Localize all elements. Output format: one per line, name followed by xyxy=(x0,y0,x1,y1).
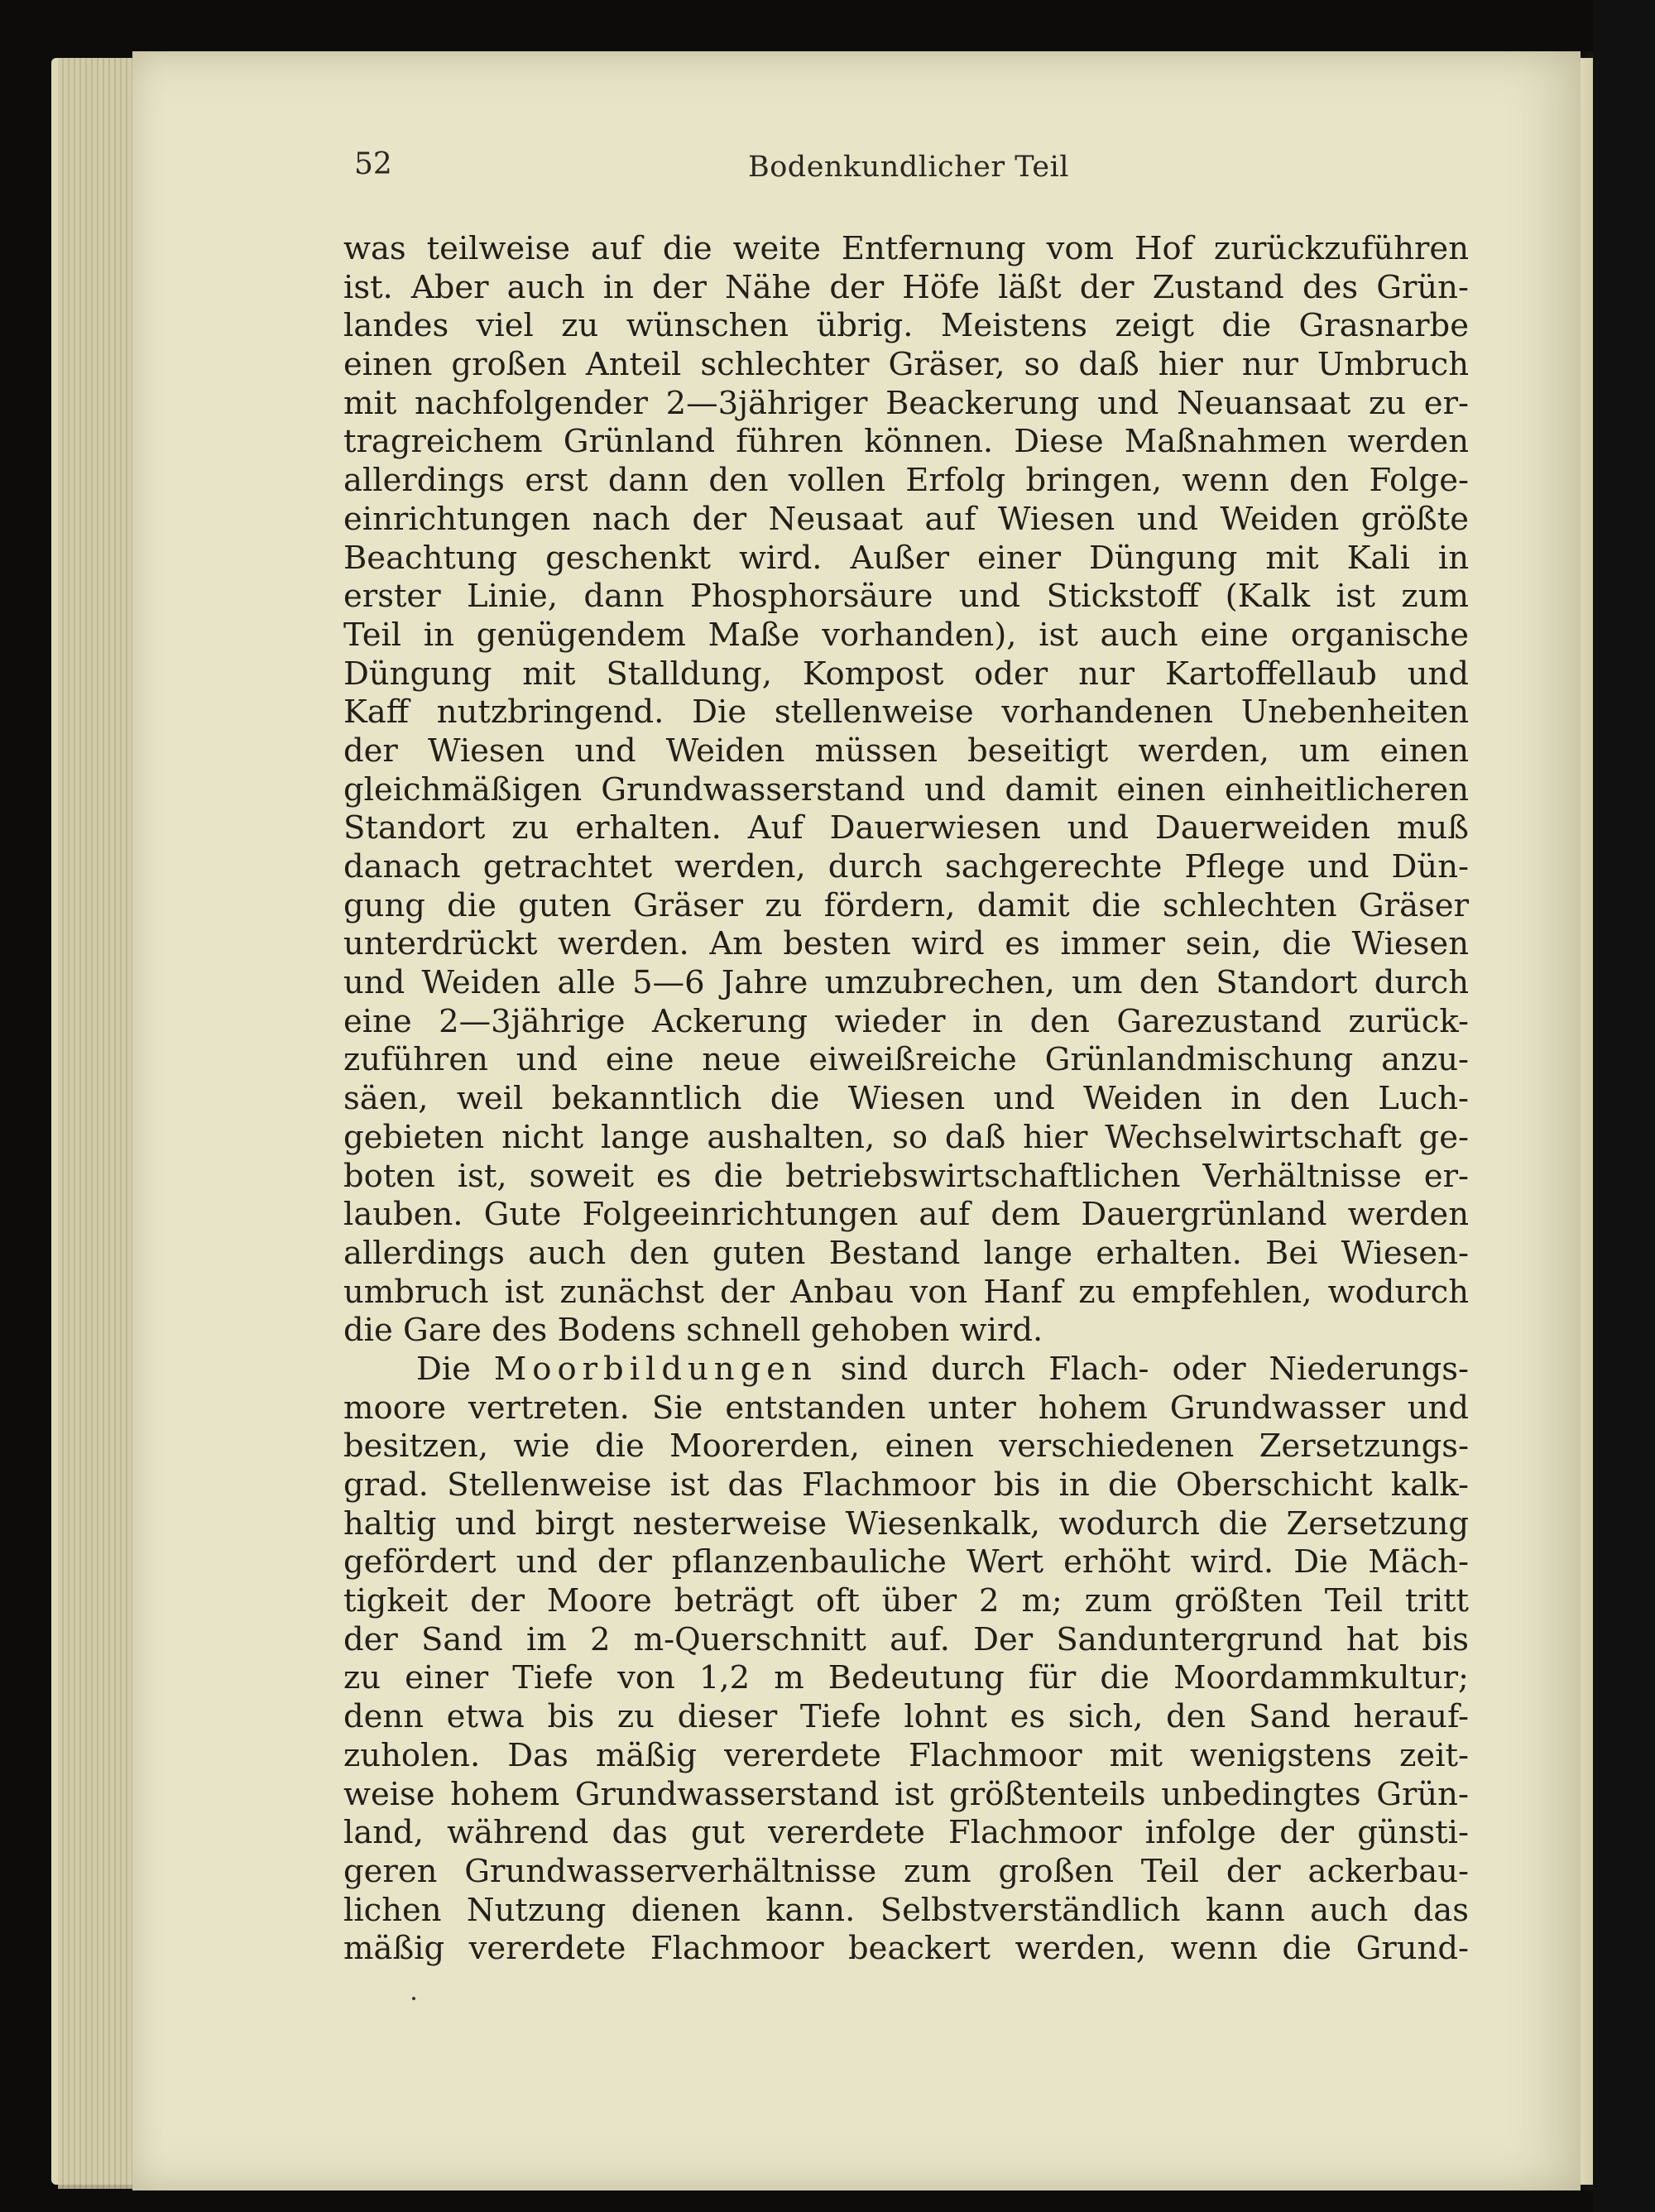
text-line: Düngung mit Stalldung, Kompost oder nur Kartoffellaub und xyxy=(343,655,1469,693)
body-text xyxy=(343,230,1469,1969)
text-line: land, während das gut vererdete Flachmoor infolge der günsti- xyxy=(343,1814,1469,1852)
text-line: gung die guten Gräser zu fördern, damit die schlechten Gräser xyxy=(343,886,1469,924)
text-line: allerdings erst dann den vollen Erfolg bringen, wenn den Folge- xyxy=(343,462,1469,500)
text-line: unterdrückt werden. Am besten wird es immer sein, die Wiesen xyxy=(343,925,1469,963)
text-line: zuführen und eine neue eiweißreiche Grünlandmischung anzu- xyxy=(343,1041,1469,1079)
text-line: gebieten nicht lange aushalten, so daß hier Wechselwirtschaft ge- xyxy=(343,1118,1469,1156)
text-line: Standort zu erhalten. Auf Dauerwiesen und Dauerweiden muß xyxy=(343,809,1469,847)
text-line: moore vertreten. Sie entstanden unter hohem Grundwasser und xyxy=(343,1389,1469,1427)
text-line: gleichmäßigen Grundwasserstand und damit einen einheitlicheren xyxy=(343,770,1469,809)
text-line: tigkeit der Moore beträgt oft über 2 m; zum größten Teil tritt xyxy=(343,1582,1469,1620)
text-line: tragreichem Grünland führen können. Diese Maßnahmen werden xyxy=(343,423,1469,461)
page-number: 52 xyxy=(354,147,392,181)
running-title: Bodenkundlicher Teil xyxy=(748,151,1069,184)
text-line: haltig und birgt nesterweise Wiesenkalk, wodurch die Zersetzung xyxy=(343,1504,1469,1543)
text-line: die Gare des Bodens schnell gehoben wird. xyxy=(343,1312,1043,1350)
running-head xyxy=(354,147,1463,197)
text-line: zuholen. Das mäßig vererdete Flachmoor mit wenigstens zeit- xyxy=(343,1736,1469,1774)
text-line: mäßig vererdete Flachmoor beackert werden, wenn die Grund- xyxy=(343,1930,1469,1968)
text-line: umbruch ist zunächst der Anbau von Hanf zu empfehlen, wodurch xyxy=(343,1273,1469,1311)
text-line: geren Grundwasserverhältnisse zum großen Teil der ackerbau- xyxy=(343,1852,1469,1890)
paragraph-1 xyxy=(343,230,1469,1351)
page-edges xyxy=(58,58,141,2189)
text-line: säen, weil bekanntlich die Wiesen und Weiden in den Luch- xyxy=(343,1080,1469,1118)
ink-speck xyxy=(412,1997,415,2000)
text-line: besitzen, wie die Moorerden, einen verschiedenen Zersetzungs- xyxy=(343,1427,1469,1466)
text-line: der Sand im 2 m-Querschnitt auf. Der Sanduntergrund hat bis xyxy=(343,1620,1469,1658)
text-line: erster Linie, dann Phosphorsäure und Stickstoff (Kalk ist zum xyxy=(343,578,1469,616)
first-word: Die xyxy=(416,1350,471,1388)
text-line: der Wiesen und Weiden müssen beseitigt werden, um einen xyxy=(343,732,1469,770)
text-line: einen großen Anteil schlechter Gräser, so daß hier nur Umbruch xyxy=(343,346,1469,384)
text-line: lauben. Gute Folgeeinrichtungen auf dem Dauergrünland werden xyxy=(343,1196,1469,1234)
text-line: Teil in genügendem Maße vorhanden), ist auch eine organische xyxy=(343,616,1469,654)
text-line: Beachtung geschenkt wird. Außer einer Düngung mit Kali in xyxy=(343,539,1469,577)
paragraph-2-first-line xyxy=(343,1351,1469,1389)
text-line: allerdings auch den guten Bestand lange erhalten. Bei Wiesen- xyxy=(343,1234,1469,1272)
text-line: boten ist, soweit es die betriebswirtschaftlichen Verhältnisse er- xyxy=(343,1157,1469,1195)
text-line: denn etwa bis zu dieser Tiefe lohnt es sich, den Sand herauf- xyxy=(343,1698,1469,1736)
paragraph-2 xyxy=(343,1351,1469,1969)
text-line: danach getrachtet werden, durch sachgerechte Pflege und Dün- xyxy=(343,848,1469,885)
text-line: und Weiden alle 5—6 Jahre umzubrechen, um den Standort durch xyxy=(343,964,1469,1002)
text-line: landes viel zu wünschen übrig. Meistens zeigt die Grasnarbe xyxy=(343,307,1469,345)
text-line: weise hohem Grundwasserstand ist größtenteils unbedingtes Grün- xyxy=(343,1775,1469,1813)
emphasized-term: Moorbildungen xyxy=(493,1350,818,1388)
text-line: eine 2—3jährige Ackerung wieder in den Garezustand zurück- xyxy=(343,1002,1469,1040)
text-line: mit nachfolgender 2—3jähriger Beackerung und Neuansaat zu er- xyxy=(343,384,1469,422)
scan-background-edge xyxy=(1593,0,1655,2212)
text-line: einrichtungen nach der Neusaat auf Wiesen und Weiden größte xyxy=(343,500,1469,538)
text-line: gefördert und der pflanzenbauliche Wert erhöht wird. Die Mäch- xyxy=(343,1543,1469,1581)
first-line-rest: sind durch Flach- oder Niederungs- xyxy=(840,1350,1469,1388)
text-line: ist. Aber auch in der Nähe der Höfe läßt der Zustand des Grün- xyxy=(343,268,1469,306)
text-line: grad. Stellenweise ist das Flachmoor bis in die Oberschicht kalk- xyxy=(343,1466,1469,1504)
text-line: lichen Nutzung dienen kann. Selbstverständlich kann auch das xyxy=(343,1891,1469,1929)
text-line: was teilweise auf die weite Entfernung vom Hof zurückzuführen xyxy=(343,230,1469,267)
text-line: Kaff nutzbringend. Die stellenweise vorhandenen Unebenheiten xyxy=(343,693,1469,732)
text-line: zu einer Tiefe von 1,2 m Bedeutung für die Moordammkultur; xyxy=(343,1659,1469,1697)
